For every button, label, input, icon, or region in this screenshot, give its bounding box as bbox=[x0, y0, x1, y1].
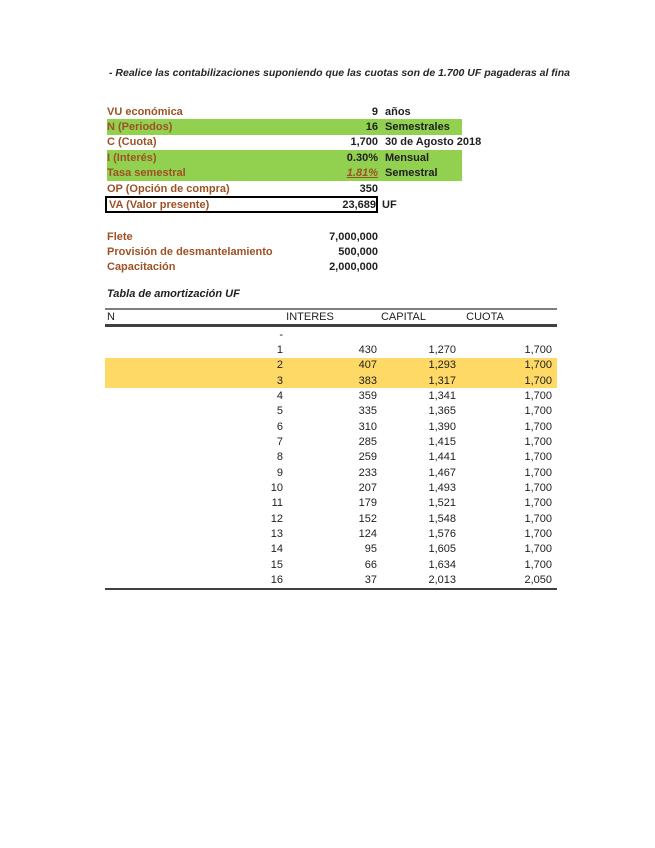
cell-cuota: 1,700 bbox=[524, 359, 552, 372]
cell-interes: 430 bbox=[358, 344, 377, 357]
cell-interes: 179 bbox=[358, 497, 377, 510]
costs-block bbox=[107, 229, 462, 275]
amortization-table bbox=[105, 308, 557, 590]
cell-capital: 1,634 bbox=[428, 558, 456, 571]
cell-cuota: 1,700 bbox=[524, 451, 552, 464]
cell-cuota: 1,700 bbox=[524, 558, 552, 571]
param-row-cuota bbox=[107, 135, 482, 150]
cost-label: Capacitación bbox=[107, 261, 176, 274]
cell-cuota: 1,700 bbox=[524, 543, 552, 556]
cell-interes: 152 bbox=[358, 512, 377, 525]
valor-presente-box bbox=[105, 196, 378, 213]
parameters-block bbox=[107, 104, 482, 213]
cost-value: 500,000 bbox=[338, 246, 378, 259]
cell-n: 14 bbox=[270, 543, 283, 556]
header-capital: CAPITAL bbox=[380, 311, 427, 323]
cell-cuota: 1,700 bbox=[524, 512, 552, 525]
cell-n: 9 bbox=[276, 466, 283, 479]
param-value-rate: 1.81% bbox=[346, 167, 378, 180]
cell-interes: 259 bbox=[358, 451, 377, 464]
cell-n: 3 bbox=[276, 374, 283, 387]
cell-cuota: 1,700 bbox=[524, 374, 552, 387]
cell-n: 2 bbox=[276, 359, 283, 372]
cost-row-capacitacion bbox=[107, 260, 462, 275]
cell-n: 16 bbox=[270, 574, 283, 587]
param-row-n-periodos bbox=[107, 119, 462, 134]
param-value: 1,700 bbox=[350, 136, 378, 149]
cell-n: 8 bbox=[276, 451, 283, 464]
param-row-interes bbox=[107, 150, 462, 165]
cell-interes: 233 bbox=[358, 466, 377, 479]
table-row bbox=[105, 419, 557, 434]
param-label: VU económica bbox=[107, 105, 183, 118]
param-unit: Mensual bbox=[385, 151, 430, 164]
cell-capital: 1,341 bbox=[428, 390, 456, 403]
cell-cuota: 1,700 bbox=[524, 497, 552, 510]
table-row bbox=[105, 404, 557, 419]
cell-cuota: 1,700 bbox=[524, 344, 552, 357]
cell-interes: 37 bbox=[364, 574, 377, 587]
amortization-body bbox=[105, 327, 557, 590]
cell-cuota: 2,050 bbox=[524, 574, 552, 587]
header-n: N bbox=[107, 311, 115, 323]
cell-interes: 335 bbox=[358, 405, 377, 418]
param-value: 0.30% bbox=[346, 151, 378, 164]
cell-cuota: 1,700 bbox=[524, 466, 552, 479]
param-row-tasa-semestral bbox=[107, 166, 462, 181]
param-label: Tasa semestral bbox=[107, 167, 186, 180]
cell-capital: 2,013 bbox=[428, 574, 456, 587]
table-row bbox=[105, 542, 557, 557]
header-cuota: CUOTA bbox=[466, 311, 504, 323]
table-row bbox=[105, 450, 557, 465]
param-unit: 30 de Agosto 2018 bbox=[385, 136, 482, 149]
cell-cuota: 1,700 bbox=[524, 482, 552, 495]
cell-cuota: 1,700 bbox=[524, 528, 552, 541]
cell-interes: 310 bbox=[358, 420, 377, 433]
table-row bbox=[105, 465, 557, 480]
cell-interes: 285 bbox=[358, 436, 377, 449]
cell-n: 7 bbox=[276, 436, 283, 449]
cost-value: 7,000,000 bbox=[329, 230, 378, 243]
param-value: 350 bbox=[359, 182, 378, 195]
param-row-opcion-compra bbox=[107, 181, 462, 196]
cell-capital: 1,270 bbox=[428, 344, 456, 357]
cell-capital: 1,521 bbox=[428, 497, 456, 510]
table-row bbox=[105, 526, 557, 541]
cell-capital: 1,441 bbox=[428, 451, 456, 464]
cell-n: 12 bbox=[270, 512, 283, 525]
cell-interes: 95 bbox=[364, 543, 377, 556]
cell-n: 10 bbox=[270, 482, 283, 495]
cell-capital: 1,493 bbox=[428, 482, 456, 495]
cost-row-flete bbox=[107, 229, 462, 244]
cell-interes: 383 bbox=[358, 374, 377, 387]
param-value: 9 bbox=[371, 105, 378, 118]
cell-cuota: 1,700 bbox=[524, 436, 552, 449]
param-label: I (Interés) bbox=[107, 151, 157, 164]
table-row bbox=[105, 388, 557, 403]
param-value: 23,689 bbox=[342, 198, 376, 211]
cost-value: 2,000,000 bbox=[329, 261, 378, 274]
param-unit: años bbox=[385, 105, 411, 118]
cell-capital: 1,467 bbox=[428, 466, 456, 479]
table-row-highlighted bbox=[105, 373, 557, 388]
cell-capital: 1,576 bbox=[428, 528, 456, 541]
cell-capital: 1,415 bbox=[428, 436, 456, 449]
amortization-table-title: Tabla de amortización UF bbox=[107, 288, 240, 300]
cell-n: 15 bbox=[270, 558, 283, 571]
param-unit: Semestral bbox=[385, 167, 438, 180]
cell-cuota: 1,700 bbox=[524, 420, 552, 433]
table-row bbox=[105, 557, 557, 572]
cell-n: - bbox=[279, 328, 283, 341]
cell-n: 4 bbox=[276, 390, 283, 403]
exercise-title: - Realice las contabilizaciones suponiendo que las cuotas son de 1.700 UF pagaderas al fina bbox=[109, 67, 570, 79]
cell-capital: 1,317 bbox=[428, 374, 456, 387]
table-row bbox=[105, 327, 557, 342]
table-row bbox=[105, 496, 557, 511]
param-label: OP (Opción de compra) bbox=[107, 182, 230, 195]
cell-cuota: 1,700 bbox=[524, 390, 552, 403]
param-label: C (Cuota) bbox=[107, 136, 157, 149]
table-row-highlighted bbox=[105, 358, 557, 373]
table-row bbox=[105, 342, 557, 357]
cell-cuota: 1,700 bbox=[524, 405, 552, 418]
cell-n: 13 bbox=[270, 528, 283, 541]
table-row bbox=[105, 573, 557, 588]
cell-interes: 207 bbox=[358, 482, 377, 495]
param-row-valor-presente bbox=[107, 196, 462, 213]
cell-interes: 66 bbox=[364, 558, 377, 571]
cell-n: 6 bbox=[276, 420, 283, 433]
table-row bbox=[105, 434, 557, 449]
cell-n: 5 bbox=[276, 405, 283, 418]
param-unit: Semestrales bbox=[385, 121, 450, 134]
cell-capital: 1,605 bbox=[428, 543, 456, 556]
param-row-vu bbox=[107, 104, 462, 119]
param-value: 16 bbox=[365, 121, 378, 134]
table-row bbox=[105, 480, 557, 495]
param-unit: UF bbox=[382, 198, 397, 211]
cell-capital: 1,548 bbox=[428, 512, 456, 525]
table-row bbox=[105, 511, 557, 526]
param-label: N (Periodos) bbox=[107, 121, 173, 134]
cost-label: Provisión de desmantelamiento bbox=[107, 246, 273, 259]
amortization-header-row bbox=[105, 308, 557, 327]
cost-row-provision bbox=[107, 244, 462, 259]
cell-n: 1 bbox=[276, 344, 283, 357]
cell-interes: 359 bbox=[358, 390, 377, 403]
cell-capital: 1,293 bbox=[428, 359, 456, 372]
cell-capital: 1,365 bbox=[428, 405, 456, 418]
cell-capital: 1,390 bbox=[428, 420, 456, 433]
header-interes: INTERES bbox=[286, 311, 334, 323]
cell-interes: 407 bbox=[358, 359, 377, 372]
param-label: VA (Valor presente) bbox=[109, 198, 210, 211]
cell-n: 11 bbox=[271, 497, 283, 510]
cost-label: Flete bbox=[107, 230, 133, 243]
cell-interes: 124 bbox=[358, 528, 377, 541]
